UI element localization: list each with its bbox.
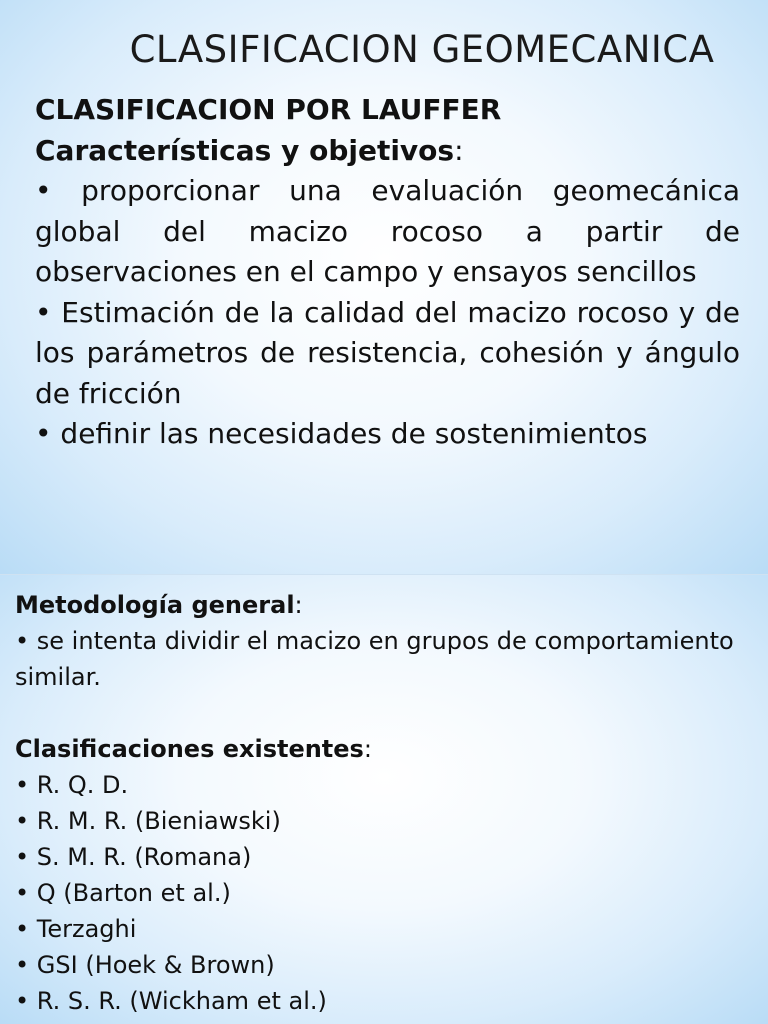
section-colon: : [454, 133, 464, 167]
slide-1-body [35, 90, 740, 455]
list-item: • R. Q. D. [15, 771, 129, 799]
bullet-2: • Estimación de la calidad del macizo rocoso y de los parámetros de resistencia, cohesión y ángulo de fricción [35, 295, 740, 410]
clasificaciones-colon: : [363, 735, 372, 763]
list-item: • Terzaghi [15, 915, 137, 943]
clasificaciones-label: Clasificaciones existentes [15, 735, 364, 763]
bullet-3: • definir las necesidades de sostenimientos [35, 417, 648, 450]
metodologia-text: • se intenta dividir el macizo en grupos de comportamiento similar. [15, 627, 734, 691]
list-item: • R. S. R. (Wickham et al.) [15, 987, 327, 1015]
section-label: Características y objetivos [35, 133, 455, 167]
metodologia-heading [15, 587, 755, 623]
spacer [15, 695, 755, 731]
list-item: • GSI (Hoek & Brown) [15, 951, 275, 979]
subtitle: CLASIFICACION POR LAUFFER [35, 93, 502, 126]
list-item: • R. M. R. (Bieniawski) [15, 807, 281, 835]
list-item: • Q (Barton et al.) [15, 879, 231, 907]
slide-2-body [15, 587, 755, 1019]
slide-2 [0, 575, 768, 1024]
list-item: • S. M. R. (Romana) [15, 843, 252, 871]
metodologia-label: Metodología general [15, 591, 295, 619]
section-heading [35, 131, 740, 172]
slide-title: CLASIFICACION GEOMECANICA [129, 28, 715, 71]
clasificaciones-heading [15, 731, 755, 767]
metodologia-colon: : [294, 591, 303, 619]
bullet-1: • proporcionar una evaluación geomecánica global del macizo rocoso a partir de observaciones en el campo y ensayos sencillos [35, 174, 740, 288]
